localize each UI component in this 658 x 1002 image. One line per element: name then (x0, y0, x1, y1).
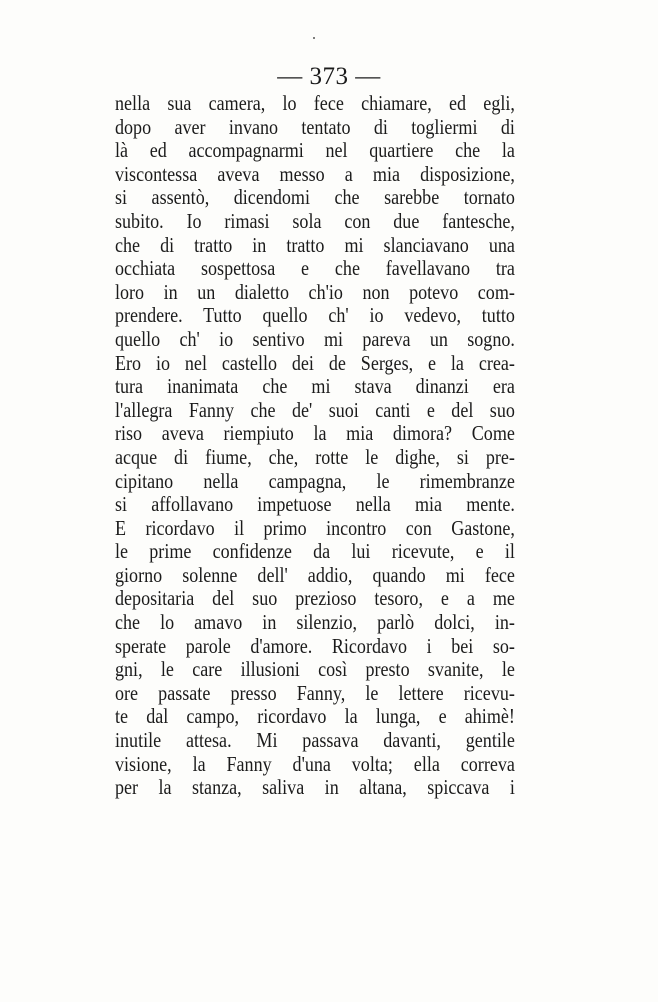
text-line: ore passate presso Fanny, le lettere ricevu- (115, 680, 515, 705)
text-line: gni, le care illusioni così presto svanite, le (115, 657, 515, 682)
text-line: si assentò, dicendomi che sarebbe tornato (115, 185, 515, 210)
text-line: riso aveva riempiuto la mia dimora? Come (115, 421, 515, 446)
text-line: sperate parole d'amore. Ricordavo i bei so- (115, 633, 515, 658)
text-line: dopo aver invano tentato di togliermi di (115, 114, 515, 139)
text-line: l'allegra Fanny che de' suoi canti e del suo (115, 397, 515, 422)
text-line: prendere. Tutto quello ch' io vedevo, tutto (115, 303, 515, 328)
text-line: loro in un dialetto ch'io non potevo com- (115, 279, 515, 304)
text-line: là ed accompagnarmi nel quartiere che la (115, 138, 515, 163)
text-line: Ero io nel castello dei de Serges, e la crea- (115, 350, 515, 375)
text-line: tura inanimata che mi stava dinanzi era (115, 374, 515, 399)
text-line: si affollavano impetuose nella mia mente. (115, 492, 515, 517)
body-text (115, 92, 515, 800)
page-number: — 373 — (277, 63, 381, 90)
text-line: occhiata sospettosa e che favellavano tra (115, 256, 515, 281)
text-line: inutile attesa. Mi passava davanti, gentile (115, 728, 515, 753)
text-line: giorno solenne dell' addio, quando mi fece (115, 562, 515, 587)
text-line: che di tratto in tratto mi slanciavano una (115, 232, 515, 257)
text-line: per la stanza, saliva in altana, spiccava i (115, 775, 515, 800)
text-line: depositaria del suo prezioso tesoro, e a me (115, 586, 515, 611)
text-line: le prime confidenze da lui ricevute, e il (115, 539, 515, 564)
text-line: te dal campo, ricordavo la lunga, e ahimè! (115, 704, 515, 729)
text-line: che lo amavo in silenzio, parlò dolci, in- (115, 610, 515, 635)
text-line: subito. Io rimasi sola con due fantesche, (115, 208, 515, 233)
text-line: acque di fiume, che, rotte le dighe, si pre- (115, 444, 515, 469)
text-line: quello ch' io sentivo mi pareva un sogno. (115, 326, 515, 351)
text-line: nella sua camera, lo fece chiamare, ed egli, (115, 91, 515, 115)
text-line: E ricordavo il primo incontro con Gastone, (115, 515, 515, 540)
text-line: cipitano nella campagna, le rimembranze (115, 468, 515, 493)
text-line: visione, la Fanny d'una volta; ella correva (115, 751, 515, 776)
paper-speck (313, 37, 315, 39)
text-line: viscontessa aveva messo a mia disposizione, (115, 161, 515, 186)
